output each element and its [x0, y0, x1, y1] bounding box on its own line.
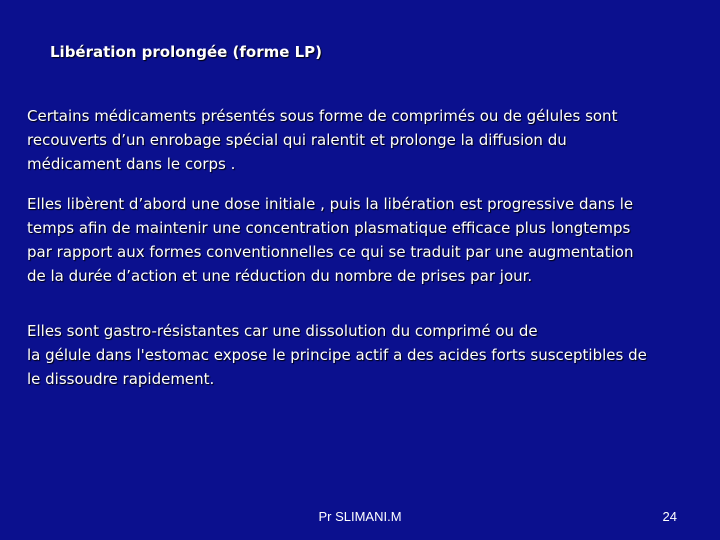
paragraph-line: de la durée d’action et une réduction du nombre de prises par jour.: [27, 267, 533, 285]
page-number: 24: [662, 509, 677, 524]
paragraph-line: la gélule dans l'estomac expose le principe actif a des acides forts susceptibles de: [27, 346, 647, 364]
paragraph-line: médicament dans le corps .: [27, 155, 236, 173]
footer-author: Pr SLIMANI.M: [318, 509, 402, 524]
paragraph-extended-release: [27, 104, 687, 176]
paragraph-line: par rapport aux formes conventionnelles ce qui se traduit par une augmentation: [27, 243, 634, 261]
slide-title: Libération prolongée (forme LP): [50, 43, 323, 61]
paragraph-line: Elles sont gastro-résistantes car une dissolution du comprimé ou de: [27, 322, 538, 340]
paragraph-line: Elles libèrent d’abord une dose initiale , puis la libération est progressive dans le: [27, 195, 634, 213]
paragraph-line: Certains médicaments présentés sous forme de comprimés ou de gélules sont: [27, 107, 618, 125]
paragraph-line: temps afin de maintenir une concentration plasmatique efficace plus longtemps: [27, 219, 631, 237]
paragraph-gastro-resistant: [27, 319, 687, 391]
paragraph-line: le dissoudre rapidement.: [27, 370, 215, 388]
paragraph-line: recouverts d’un enrobage spécial qui ralentit et prolonge la diffusion du: [27, 131, 567, 149]
paragraph-release-mechanism: [27, 192, 687, 288]
